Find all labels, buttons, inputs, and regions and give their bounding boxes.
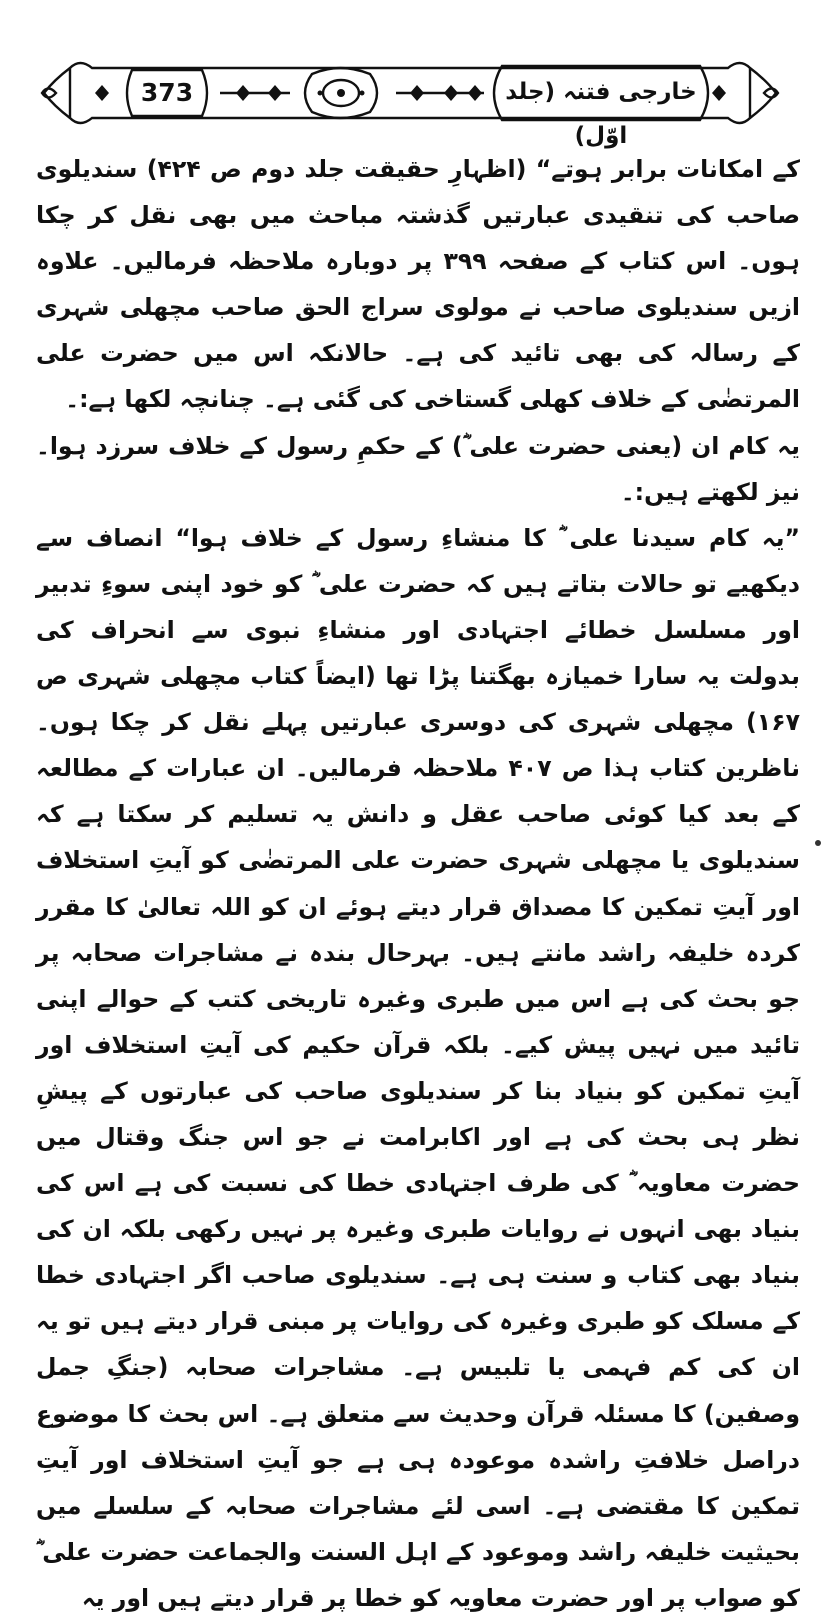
page-header [40,54,780,149]
paragraph: یہ کام ان (یعنی حضرت علی ؓ) کے حکمِ رسول کے خلاف سرزد ہوا۔ نیز لکھتے ہیں:۔ [36,431,800,506]
page-number: 373 [140,78,194,107]
margin-mark [815,840,821,846]
paragraph: کے امکانات برابر ہوتے“ (اظہارِ حقیقت جلد دوم ص ۴۲۴) سندیلوی صاحب کی تنقیدی عبارتیں گذشتہ مباحث میں بھی نقل کر چکا ہوں۔ اس کتاب کے صفحہ ۳۹۹ پر دوبارہ ملاحظہ فرمالیں۔ علاوہ ازیں سندیلوی صاحب نے مولوی سراج الحق صاحب مچھلی شہری کے رسالہ کی بھی تائید کی ہے۔ حالانکہ اس میں حضرت علی المرتضٰی کے خلاف کھلی گستاخی کی گئی ہے۔ چنانچہ لکھا ہے:۔ [36,155,800,414]
paragraph: ”یہ کام سیدنا علی ؓ کا منشاءِ رسول کے خلاف ہوا“ انصاف سے دیکھیے تو حالات بتاتے ہیں کہ حضرت علی ؓ کو خود اپنی سوءِ تدبیر اور مسلسل خطائے اجتہادی اور منشاءِ نبوی سے انحراف کی بدولت یہ سارا خمیازہ بھگتنا پڑا تھا (ایضاً کتاب مچھلی شہری ص ۱۶۷) مچھلی شہری کی دوسری عبارتیں پہلے نقل کر چکا ہوں۔ ناظرین کتاب ہذا ص ۴۰۷ ملاحظہ فرمالیں۔ ان عبارات کے مطالعہ کے بعد کیا کوئی صاحب عقل و دانش یہ تسلیم کر سکتا ہے کہ سندیلوی یا مچھلی شہری حضرت علی المرتضٰی کو آیتِ استخلاف اور آیتِ تمکین کا مصداق قرار دیتے ہوئے ان کو اللہ تعالیٰ کا مقرر کردہ خلیفہ راشد مانتے ہیں۔ بہرحال بندہ نے مشاجرات صحابہ پر جو بحث کی ہے اس میں طبری وغیرہ تاریخی کتب کے حوالے اپنی تائید میں نہیں پیش کیے۔ بلکہ قرآن حکیم کی آیتِ استخلاف اور آیتِ تمکین کو بنیاد بنا کر سندیلوی صاحب کی عبارتوں کے پیشِ نظر ہی بحث کی ہے اور اکابرامت نے جو اس جنگ وقتال میں حضرت معاویہ ؓ کی طرف اجتہادی خطا کی نسبت کی ہے اس کی بنیاد بھی انہوں نے روایات طبری وغیرہ پر نہیں رکھی بلکہ ان کی بنیاد بھی کتاب و سنت ہی ہے۔ سندیلوی صاحب اگر اجتہادی خطا کے مسلک کو طبری وغیرہ کی روایات پر مبنی قرار دیتے ہیں تو یہ ان کی کم فہمی یا تلبیس ہے۔ مشاجرات صحابہ (جنگِ جمل وصفین) کا مسئلہ قرآن وحدیث سے متعلق ہے۔ اس بحث کا موضوع دراصل خلافتِ راشدہ موعودہ ہی ہے جو آیتِ استخلاف اور آیتِ تمکین کا مقتضی ہے۔ اسی لئے مشاجرات صحابہ کے سلسلے میں بحیثیت خلیفہ راشد وموعود کے اہل السنت والجماعت حضرت علی ؓ کو صواب پر اور حضرت معاویہ کو خطا پر قرار دیتے ہیں اور یہ [36,523,800,1612]
body-text [36,146,800,1621]
running-title: خارجی فتنہ (جلد اوّل) [505,79,697,149]
